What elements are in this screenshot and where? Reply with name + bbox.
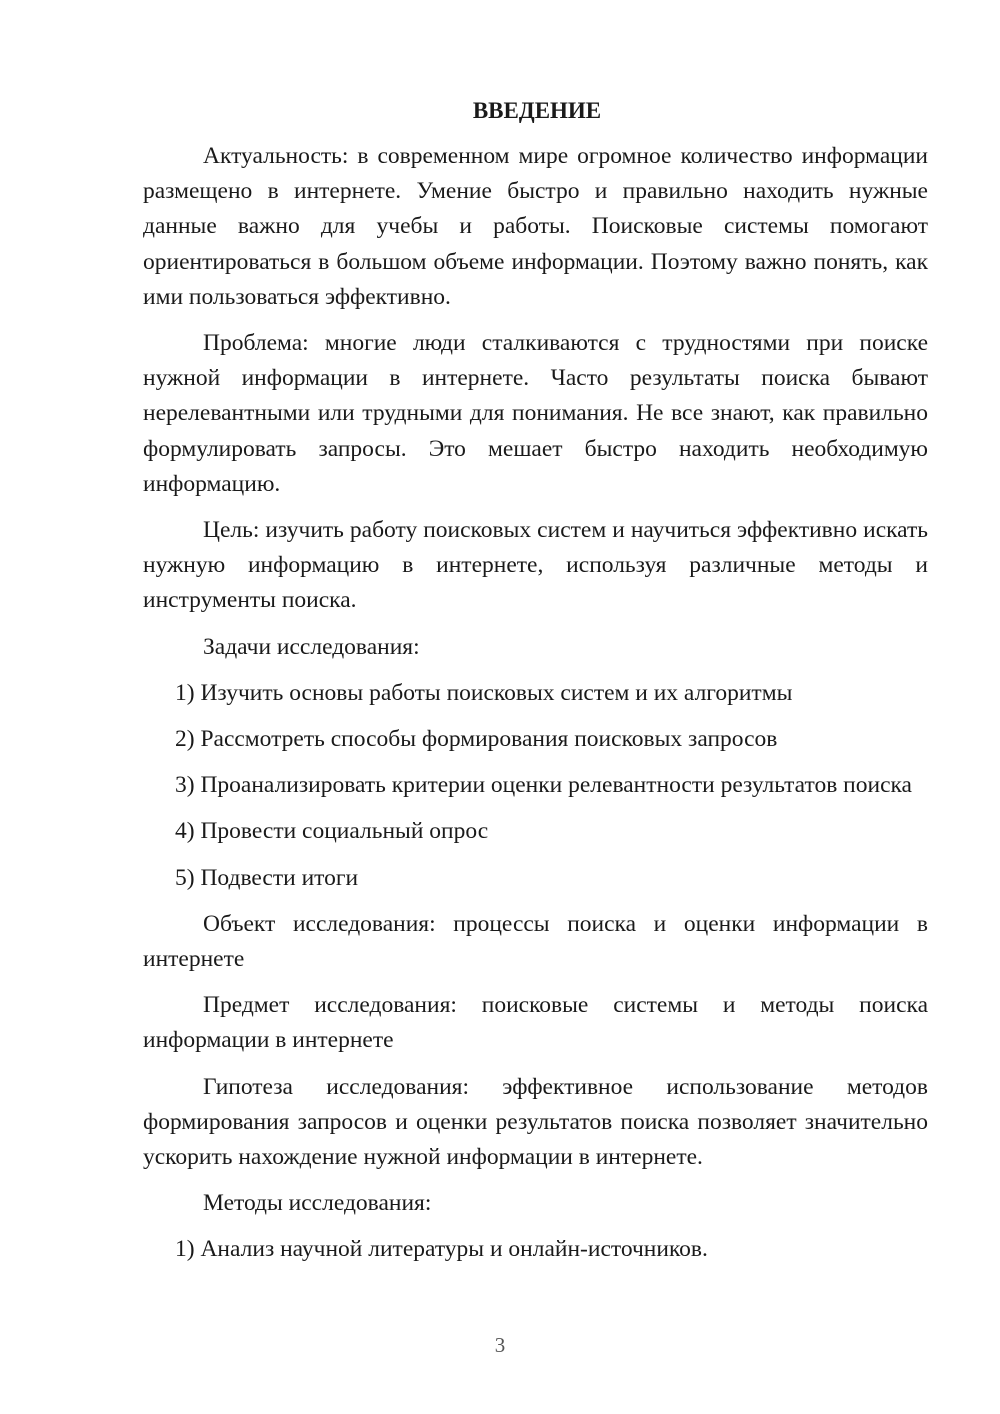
page-number: 3 bbox=[494, 1333, 506, 1357]
task-item: 2) Рассмотреть способы формирования поисковых запросов bbox=[175, 726, 778, 753]
task-item: 3) Проанализировать критерии оценки релевантности результатов поиска bbox=[175, 772, 912, 799]
task-item: 5) Подвести итоги bbox=[175, 864, 359, 891]
task-item: 4) Провести социальный опрос bbox=[175, 818, 489, 845]
methods-heading: Методы исследования: bbox=[203, 1190, 432, 1217]
paragraph-relevance: Актуальность: в современном мире огромное количество информации размещено в интернете. Умение быстро и правильно находить нужные данные важно для учебы и работы. Поисковые системы помогают ориентироваться в большом объеме информации. Поэтому важно понять, как ими пользоваться эффективно. bbox=[143, 143, 928, 310]
paragraph-goal: Цель: изучить работу поисковых систем и научиться эффективно искать нужную информацию в интернете, используя различные методы и инструменты поиска. bbox=[143, 517, 928, 614]
paragraph-subject: Предмет исследования: поисковые системы и методы поиска информации в интернете bbox=[143, 992, 928, 1054]
task-item: 1) Изучить основы работы поисковых систем и их алгоритмы bbox=[175, 679, 793, 706]
paragraph-problem: Проблема: многие люди сталкиваются с трудностями при поиске нужной информации в интернете. Часто результаты поиска бывают нерелевантными или трудными для понимания. Не все знают, как правильно формулировать запросы. Это мешает быстро находить необходимую информацию. bbox=[143, 330, 928, 497]
tasks-heading: Задачи исследования: bbox=[203, 633, 420, 660]
paragraph-hypothesis: Гипотеза исследования: эффективное использование методов формирования запросов и оценки результатов поиска позволяет значительно ускорить нахождение нужной информации в интернете. bbox=[143, 1073, 928, 1171]
page-title: ВВЕДЕНИЕ bbox=[472, 98, 602, 123]
document-page bbox=[143, 93, 928, 1279]
paragraph-object: Объект исследования: процессы поиска и оценки информации в интернете bbox=[143, 910, 928, 973]
method-item: 1) Анализ научной литературы и онлайн-источников. bbox=[175, 1236, 708, 1263]
